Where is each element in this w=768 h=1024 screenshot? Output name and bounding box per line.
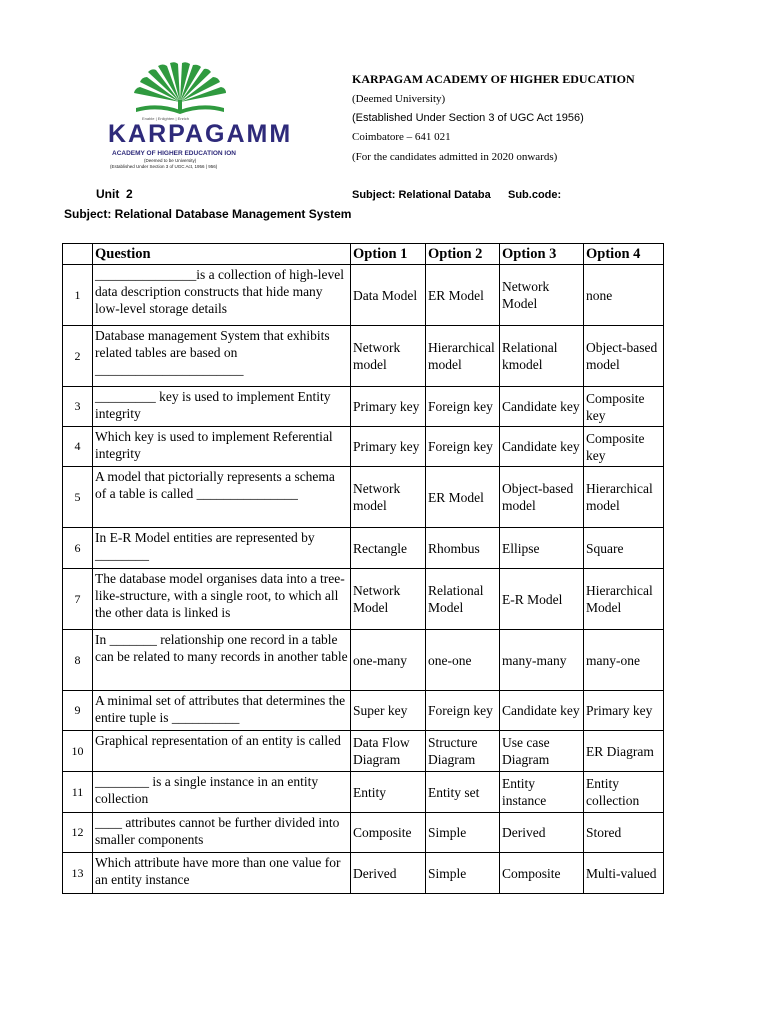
question-number: 2	[63, 326, 93, 387]
option-4-cell: ER Diagram	[584, 731, 664, 772]
option-1-cell: Rectangle	[351, 528, 426, 569]
question-text: In _______ relationship one record in a table can be related to many records in another table	[93, 630, 351, 691]
header-number	[63, 244, 93, 265]
question-number: 11	[63, 772, 93, 813]
option-2-cell: Rhombus	[426, 528, 500, 569]
option-3-cell: Candidate key	[500, 691, 584, 731]
option-4-cell: Square	[584, 528, 664, 569]
question-number: 9	[63, 691, 93, 731]
option-4-cell: many-one	[584, 630, 664, 691]
option-3-cell: Candidate key	[500, 427, 584, 467]
subject-title: Subject: Relational Database Management System	[64, 207, 352, 221]
question-text: Graphical representation of an entity is called	[93, 731, 351, 772]
option-1-cell: Network model	[351, 326, 426, 387]
option-4-cell: Composite key	[584, 387, 664, 427]
logo-deemed-text: (Deemed to be University)	[144, 158, 197, 163]
table-row	[63, 387, 664, 427]
option-4-cell: Primary key	[584, 691, 664, 731]
option-3-cell: many-many	[500, 630, 584, 691]
table-row	[63, 731, 664, 772]
question-text: Which attribute have more than one value for an entity instance	[93, 853, 351, 894]
option-3-cell: Entity instance	[500, 772, 584, 813]
logo-brand-name: KARPAGAMM	[108, 120, 293, 148]
question-text: _________ key is used to implement Entity integrity	[93, 387, 351, 427]
logo-subtitle: ACADEMY OF HIGHER EDUCATION ION	[112, 150, 236, 157]
option-1-cell: Composite	[351, 813, 426, 853]
question-number: 3	[63, 387, 93, 427]
option-4-cell: Multi-valued	[584, 853, 664, 894]
institution-name: KARPAGAM ACADEMY OF HIGHER EDUCATION	[352, 72, 635, 86]
option-3-cell: Derived	[500, 813, 584, 853]
institution-location: Coimbatore – 641 021	[352, 131, 451, 143]
institution-batch: (For the candidates admitted in 2020 onwards)	[352, 151, 558, 163]
option-4-cell: Composite key	[584, 427, 664, 467]
option-1-cell: Derived	[351, 853, 426, 894]
question-number: 1	[63, 265, 93, 326]
question-text: _______________is a collection of high-level data description constructs that hide many low-level storage details	[93, 265, 351, 326]
option-3-cell: Object-based model	[500, 467, 584, 528]
question-number: 4	[63, 427, 93, 467]
option-2-cell: one-one	[426, 630, 500, 691]
option-3-cell: Network Model	[500, 265, 584, 326]
option-1-cell: Entity	[351, 772, 426, 813]
option-4-cell: Hierarchical Model	[584, 569, 664, 630]
question-text: Which key is used to implement Referential integrity	[93, 427, 351, 467]
question-number: 12	[63, 813, 93, 853]
option-2-cell: Foreign key	[426, 427, 500, 467]
option-2-cell: Relational Model	[426, 569, 500, 630]
option-2-cell: Foreign key	[426, 691, 500, 731]
table-row	[63, 569, 664, 630]
header-option-2: Option 2	[426, 244, 500, 265]
option-1-cell: Data Flow Diagram	[351, 731, 426, 772]
option-3-cell: Composite	[500, 853, 584, 894]
institution-established: (Established Under Section 3 of UGC Act 1956)	[352, 112, 584, 124]
table-row	[63, 630, 664, 691]
table-row	[63, 772, 664, 813]
question-text: In E-R Model entities are represented by ________	[93, 528, 351, 569]
option-2-cell: ER Model	[426, 265, 500, 326]
table-row	[63, 265, 664, 326]
option-3-cell: Relational kmodel	[500, 326, 584, 387]
question-number: 13	[63, 853, 93, 894]
option-4-cell: Stored	[584, 813, 664, 853]
tree-emblem-icon	[100, 62, 260, 120]
logo-tagline: Enable | Enlighten | Enrich	[142, 116, 189, 121]
table-row	[63, 326, 664, 387]
option-1-cell: Network model	[351, 467, 426, 528]
logo-established-text: (Established Under Section 3 of UGC Act, 1956 | 956)	[110, 164, 218, 169]
table-row	[63, 467, 664, 528]
question-number: 10	[63, 731, 93, 772]
option-4-cell: Entity collection	[584, 772, 664, 813]
option-1-cell: Super key	[351, 691, 426, 731]
question-number: 5	[63, 467, 93, 528]
option-1-cell: Primary key	[351, 387, 426, 427]
option-3-cell: Ellipse	[500, 528, 584, 569]
question-number: 7	[63, 569, 93, 630]
option-2-cell: ER Model	[426, 467, 500, 528]
subject-short-label: Subject: Relational Databa	[352, 189, 491, 201]
option-3-cell: E-R Model	[500, 569, 584, 630]
question-text: A model that pictorially represents a schema of a table is called _______________	[93, 467, 351, 528]
option-4-cell: Hierarchical model	[584, 467, 664, 528]
table-row	[63, 813, 664, 853]
option-2-cell: Hierarchical model	[426, 326, 500, 387]
option-2-cell: Structure Diagram	[426, 731, 500, 772]
option-2-cell: Entity set	[426, 772, 500, 813]
karpagam-logo	[100, 62, 293, 172]
option-1-cell: Primary key	[351, 427, 426, 467]
table-row	[63, 853, 664, 894]
question-text: The database model organises data into a tree-like-structure, with a single root, to which all the other data is linked is	[93, 569, 351, 630]
table-row	[63, 691, 664, 731]
table-row	[63, 427, 664, 467]
question-number: 8	[63, 630, 93, 691]
unit-label: Unit 2	[96, 187, 133, 201]
option-4-cell: Object-based model	[584, 326, 664, 387]
option-2-cell: Foreign key	[426, 387, 500, 427]
question-text: Database management System that exhibits related tables are based on ______________________	[93, 326, 351, 387]
question-text: ________ is a single instance in an entity collection	[93, 772, 351, 813]
option-3-cell: Candidate key	[500, 387, 584, 427]
option-3-cell: Use case Diagram	[500, 731, 584, 772]
question-text: ____ attributes cannot be further divided into smaller components	[93, 813, 351, 853]
option-1-cell: Data Model	[351, 265, 426, 326]
institution-deemed: (Deemed University)	[352, 93, 446, 105]
option-2-cell: Simple	[426, 813, 500, 853]
header-option-1: Option 1	[351, 244, 426, 265]
table-header-row	[63, 244, 664, 265]
header-question: Question	[93, 244, 351, 265]
option-1-cell: one-many	[351, 630, 426, 691]
header-option-4: Option 4	[584, 244, 664, 265]
question-table	[62, 243, 664, 894]
option-1-cell: Network Model	[351, 569, 426, 630]
option-2-cell: Simple	[426, 853, 500, 894]
option-4-cell: none	[584, 265, 664, 326]
question-text: A minimal set of attributes that determines the entire tuple is __________	[93, 691, 351, 731]
table-row	[63, 528, 664, 569]
subcode-label: Sub.code:	[508, 189, 562, 201]
question-number: 6	[63, 528, 93, 569]
header-option-3: Option 3	[500, 244, 584, 265]
